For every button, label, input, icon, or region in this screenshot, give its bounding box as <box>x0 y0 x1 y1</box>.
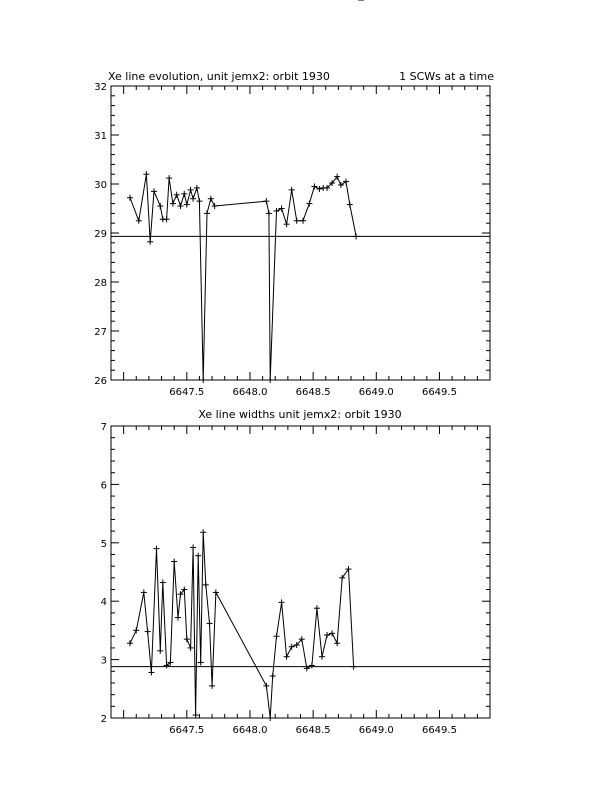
xe-line-evolution-chart <box>94 0 494 398</box>
data-point <box>273 633 279 639</box>
data-point <box>314 605 320 611</box>
y-tick-label: 31 <box>94 131 107 142</box>
y-tick-label: 32 <box>94 82 107 93</box>
y-tick-label: 27 <box>94 327 107 338</box>
y-tick-label: 26 <box>94 376 107 387</box>
data-point <box>166 175 172 181</box>
chart-title: Xe line evolution, unit jemx2: orbit 1930 <box>108 70 330 83</box>
x-tick-label: 6648.0 <box>232 387 268 398</box>
data-point <box>133 627 139 633</box>
data-point <box>190 544 196 550</box>
data-point <box>147 239 153 245</box>
data-point <box>170 201 176 207</box>
plot-frame <box>111 426 490 718</box>
x-tick-label: 6649.0 <box>358 725 394 736</box>
data-point <box>184 636 190 642</box>
x-tick-label: 6648.5 <box>295 725 331 736</box>
axis-ticks <box>111 426 490 718</box>
data-point <box>157 203 163 209</box>
xe-line-widths-chart <box>101 0 490 736</box>
data-point <box>200 377 206 383</box>
data-point <box>294 218 300 224</box>
data-point <box>338 182 344 188</box>
data-point <box>171 558 177 564</box>
y-tick-label: 30 <box>94 180 107 191</box>
data-point <box>164 216 170 222</box>
y-tick-label: 7 <box>100 422 107 433</box>
data-point <box>194 185 200 191</box>
data-point <box>204 210 210 216</box>
data-point <box>319 654 325 660</box>
data-point <box>195 553 201 559</box>
series-line <box>130 532 354 718</box>
data-point <box>300 218 306 224</box>
data-point <box>289 187 295 193</box>
data-point <box>145 629 151 635</box>
data-point <box>148 669 154 675</box>
data-point <box>181 191 187 197</box>
x-tick-label: 6648.5 <box>295 387 331 398</box>
data-point <box>184 202 190 208</box>
data-point <box>174 192 180 198</box>
data-point <box>196 198 202 204</box>
data-point <box>267 715 273 721</box>
data-point <box>284 221 290 227</box>
data-point <box>188 645 194 651</box>
data-point <box>136 218 142 224</box>
data-point <box>309 662 315 668</box>
data-point <box>284 654 290 660</box>
x-tick-label: 6647.5 <box>169 725 205 736</box>
data-point <box>266 210 272 216</box>
data-point <box>347 202 353 208</box>
x-tick-label: 6648.0 <box>232 725 268 736</box>
data-point <box>200 529 206 535</box>
data-point <box>343 179 349 185</box>
data-points <box>127 0 364 383</box>
data-point <box>160 580 166 586</box>
data-point <box>279 599 285 605</box>
x-tick-label: 6649.5 <box>421 387 457 398</box>
y-tick-label: 2 <box>100 714 107 725</box>
data-point <box>141 589 147 595</box>
data-point <box>188 187 194 193</box>
axis-ticks <box>111 86 490 380</box>
y-tick-label: 3 <box>100 655 107 667</box>
y-tick-label: 4 <box>100 597 107 609</box>
axis-tick-labels <box>101 422 457 736</box>
chart-subtitle: 1 SCWs at a time <box>399 70 494 83</box>
data-point <box>351 664 357 670</box>
data-point <box>198 660 204 666</box>
y-tick-label: 5 <box>100 538 107 550</box>
data-point <box>177 203 183 209</box>
data-point <box>203 582 209 588</box>
data-point <box>306 201 312 207</box>
data-point <box>267 377 273 383</box>
data-point <box>143 171 149 177</box>
data-point <box>208 196 214 202</box>
data-point <box>175 615 181 621</box>
x-tick-label: 6647.5 <box>169 387 205 398</box>
data-point <box>353 233 359 239</box>
chart-title: Xe line widths unit jemx2: orbit 1930 <box>198 408 402 421</box>
plot-frame <box>111 86 490 380</box>
data-point <box>153 546 159 552</box>
data-point <box>193 712 199 718</box>
y-tick-label: 6 <box>100 480 107 492</box>
series-line <box>130 174 356 380</box>
y-tick-label: 29 <box>94 229 107 240</box>
data-point <box>157 648 163 654</box>
data-point <box>190 196 196 202</box>
data-point <box>263 198 269 204</box>
data-point <box>213 589 219 595</box>
data-point <box>209 683 215 689</box>
x-tick-label: 6649.0 <box>358 387 394 398</box>
data-point <box>263 683 269 689</box>
data-point <box>270 673 276 679</box>
data-point <box>334 640 340 646</box>
data-point <box>212 203 218 209</box>
x-tick-label: 6649.5 <box>421 725 457 736</box>
data-points <box>127 0 364 721</box>
data-point <box>127 640 133 646</box>
y-tick-label: 28 <box>94 278 107 289</box>
data-point <box>207 620 213 626</box>
data-point <box>127 195 133 201</box>
data-point <box>151 188 157 194</box>
